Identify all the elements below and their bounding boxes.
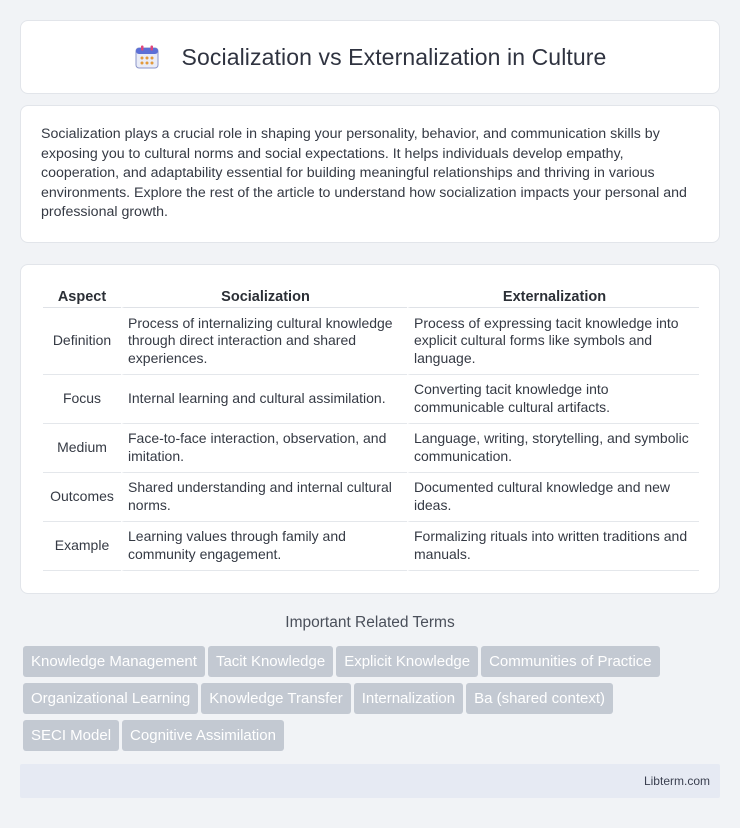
row-externalization: Process of expressing tacit knowledge into explicit cultural forms like symbols and language. [407, 308, 699, 375]
tag-internalization[interactable]: Internalization [354, 683, 463, 714]
related-terms-list [23, 646, 723, 757]
header-externalization: Externalization [407, 285, 699, 308]
calendar-icon [134, 44, 160, 70]
row-socialization: Process of internalizing cultural knowledge through direct interaction and shared experiences. [121, 308, 407, 375]
row-aspect: Outcomes [43, 473, 121, 522]
row-aspect: Medium [43, 424, 121, 473]
row-aspect: Focus [43, 375, 121, 424]
tag-explicit-knowledge[interactable]: Explicit Knowledge [336, 646, 478, 677]
tag-communities-of-practice[interactable]: Communities of Practice [481, 646, 660, 677]
tag-knowledge-management[interactable]: Knowledge Management [23, 646, 205, 677]
header-card [20, 20, 720, 94]
row-externalization: Language, writing, storytelling, and symbolic communication. [407, 424, 699, 473]
header-socialization: Socialization [121, 285, 407, 308]
related-terms-title: Important Related Terms [285, 614, 455, 631]
row-externalization: Formalizing rituals into written traditions and manuals. [407, 522, 699, 571]
comparison-table-card [20, 264, 720, 594]
header-aspect: Aspect [43, 285, 121, 308]
row-socialization: Shared understanding and internal cultural norms. [121, 473, 407, 522]
footer [20, 764, 720, 798]
tag-ba-shared-context[interactable]: Ba (shared context) [466, 683, 613, 714]
row-socialization: Learning values through family and community engagement. [121, 522, 407, 571]
page-title: Socialization vs Externalization in Culture [181, 43, 607, 70]
tag-tacit-knowledge[interactable]: Tacit Knowledge [208, 646, 333, 677]
row-aspect: Example [43, 522, 121, 571]
table-row [43, 424, 699, 473]
comparison-table [43, 285, 699, 571]
tag-seci-model[interactable]: SECI Model [23, 720, 119, 751]
intro-card [20, 105, 720, 243]
tag-organizational-learning[interactable]: Organizational Learning [23, 683, 198, 714]
tag-knowledge-transfer[interactable]: Knowledge Transfer [201, 683, 350, 714]
table-header-row [43, 285, 699, 308]
table-row [43, 308, 699, 375]
row-socialization: Internal learning and cultural assimilation. [121, 375, 407, 424]
row-socialization: Face-to-face interaction, observation, and imitation. [121, 424, 407, 473]
row-externalization: Documented cultural knowledge and new ideas. [407, 473, 699, 522]
row-aspect: Definition [43, 308, 121, 375]
intro-text: Socialization plays a crucial role in shaping your personality, behavior, and communication skills by exposing you to cultural norms and social expectations. It helps individuals develop empathy, cooperation, and adaptability essential for building meaningful relationships and thriving in various environments. Explore the rest of the article to understand how socialization impacts your personal and professional growth. [41, 126, 687, 221]
table-row [43, 473, 699, 522]
table-row [43, 522, 699, 571]
tag-cognitive-assimilation[interactable]: Cognitive Assimilation [122, 720, 284, 751]
row-externalization: Converting tacit knowledge into communicable cultural artifacts. [407, 375, 699, 424]
table-row [43, 375, 699, 424]
footer-site-link[interactable]: Libterm.com [643, 774, 710, 788]
